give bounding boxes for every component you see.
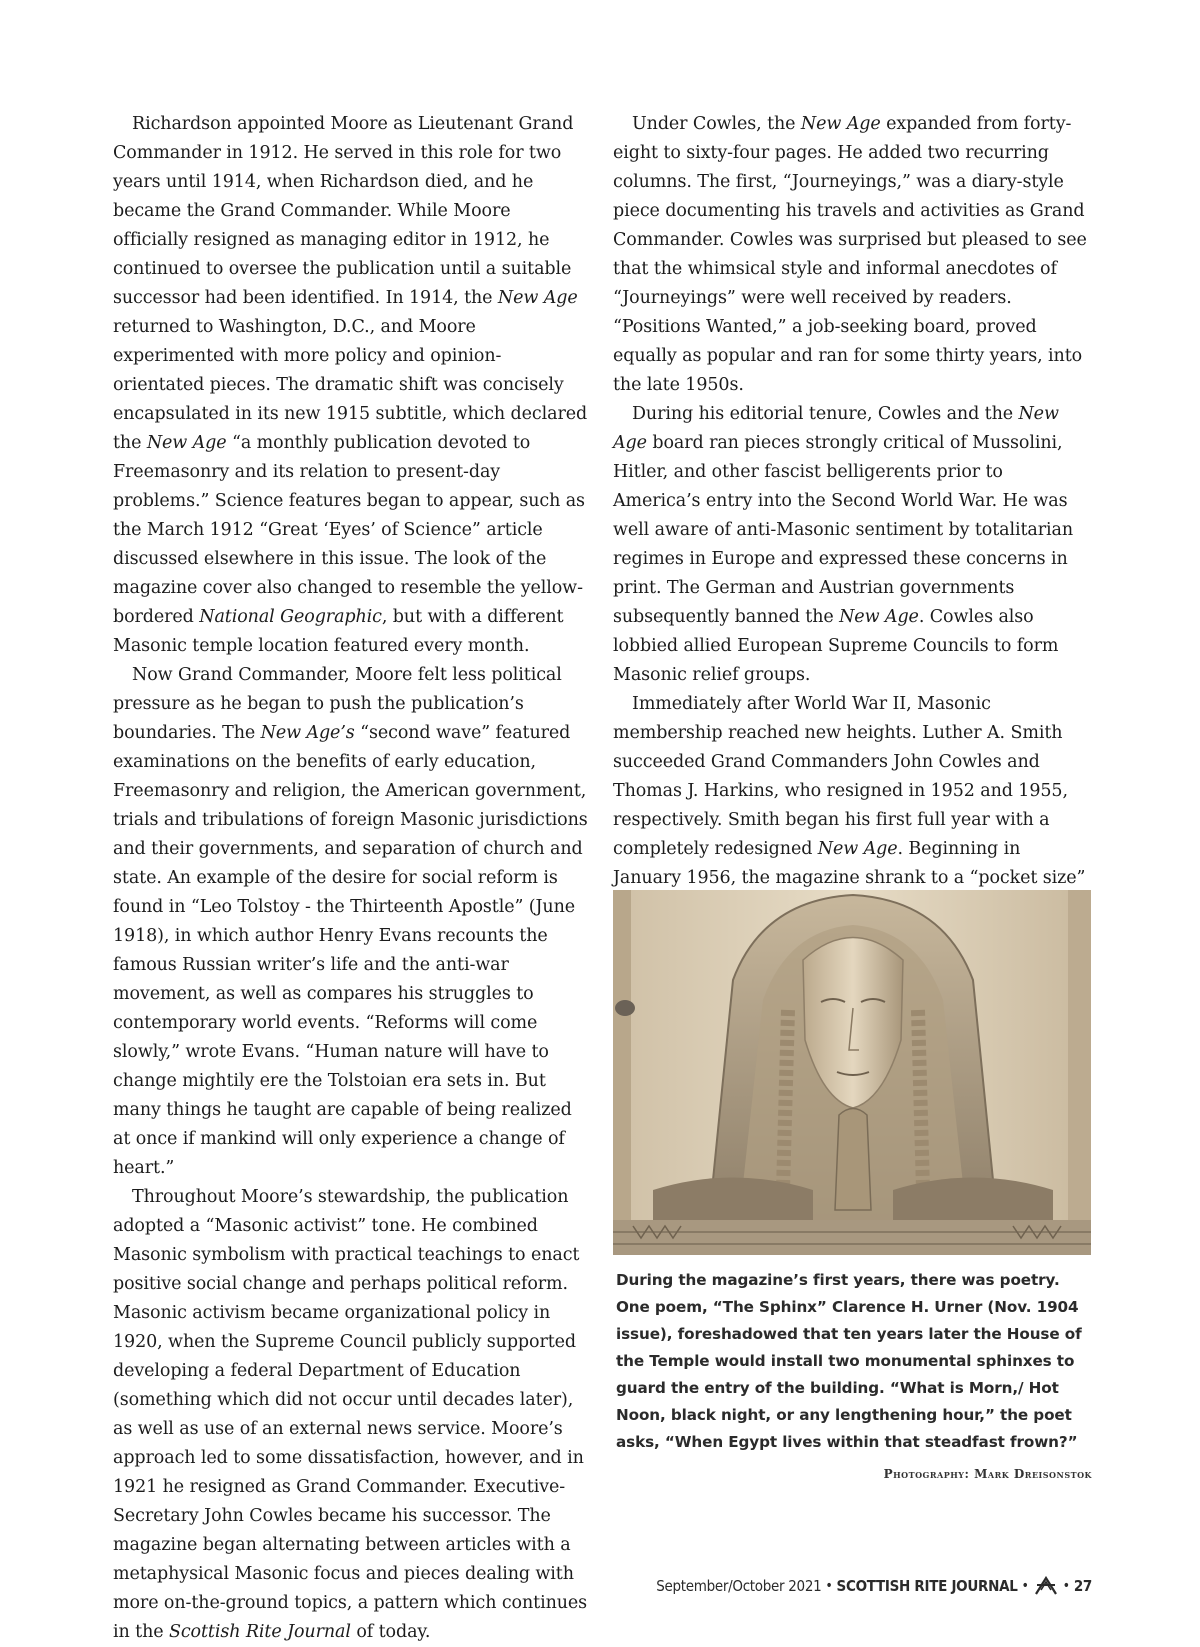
paragraph: Now Grand Commander, Moore felt less political pressure as he began to push the publication’s boundaries. The New Age’s “second wave” featured examinations on the benefits of early education, Freemasonry and religion, the American government, trials and tribulations of foreign Masonic jurisdictions and their governments, and separation of church and state. An example of the desire for social reform is found in “Leo Tolstoy - the Thirteenth Apostle” (June 1918), in which author Henry Evans recounts the famous Russian writer’s life and the anti-war movement, as well as compares his struggles to contemporary world events. “Reforms will come slowly,” wrote Evans. “Human nature will have to change mightily ere the Tolstoian era sets in. But many things he taught are capable of being realized at once if mankind will only experience a change of heart.”: [113, 665, 588, 1178]
paragraph: Immediately after World War II, Masonic membership reached new heights. Luther A. Smith succeeded Grand Commanders John Cowles and Thomas J. Harkins, who resigned in 1952 and 1955, respectively. Smith began his first full year with a completely redesigned New Age. Beginning in January 1956, the magazine shrank to a “pocket size”: [613, 694, 1086, 888]
footer-separator: •: [1062, 1578, 1070, 1594]
photo-caption: During the magazine’s first years, there was poetry. One poem, “The Sphinx” Clarence H. Urner (Nov. 1904 issue), foreshadowed that ten years later the House of the Temple would install two monumental sphinxes to guard the entry of the building. “What is Morn,/ Hot Noon, black night, or any lengthening hour,” the poet asks, “When Egypt lives within that steadfast frown?”: [616, 1271, 1082, 1451]
publication-name: SCOTTISH RITE JOURNAL: [836, 1577, 1018, 1595]
paragraph: Richardson appointed Moore as Lieutenant Grand Commander in 1912. He served in this role for two years until 1914, when Richardson died, and he became the Grand Commander. While Moore officially resigned as managing editor in 1912, he continued to oversee the publication until a suitable successor had been identified. In 1914, the New Age returned to Washington, D.C., and Moore experimented with more policy and opinion-orientated pieces. The dramatic shift was concisely encapsulated in its new 1915 subtitle, which declared the New Age “a monthly publication devoted to Freemasonry and its relation to present-day problems.” Science features began to appear, such as the March 1912 “Great ‘Eyes’ of Science” article discussed elsewhere in this issue. The look of the magazine cover also changed to resemble the yellow-bordered National Geographic, but with a different Masonic temple location featured every month.: [113, 114, 588, 656]
footer-separator: •: [825, 1578, 833, 1594]
right-column: [613, 110, 1091, 951]
paragraph: During his editorial tenure, Cowles and the New Age board ran pieces strongly critical of Mussolini, Hitler, and other fascist belligerents prior to America’s entry into the Second World War. He was well aware of anti-Masonic sentiment by totalitarian regimes in Europe and expressed these concerns in print. The German and Austrian governments subsequently banned the New Age. Cowles also lobbied allied European Supreme Councils to form Masonic relief groups.: [613, 404, 1074, 685]
footer-separator: •: [1021, 1578, 1029, 1594]
paragraph: Throughout Moore’s stewardship, the publication adopted a “Masonic activist” tone. He combined Masonic symbolism with practical teachings to enact positive social change and perhaps political reform. Masonic activism became organizational policy in 1920, when the Supreme Council publicly supported developing a federal Department of Education (something which did not occur until decades later), as well as use of an external news service. Moore’s approach led to some dissatisfaction, however, and in 1921 he resigned as Grand Commander. Executive-Secretary John Cowles became his successor. The magazine began alternating between articles with a metaphysical Masonic focus and pieces dealing with more on-the-ground topics, a pattern which continues in the Scottish Rite Journal of today.: [113, 1187, 588, 1642]
photo-credit: Photography: Mark Dreisonstok: [883, 1467, 1092, 1481]
page-footer: [656, 1576, 1092, 1596]
left-column: [113, 110, 588, 1647]
masonic-emblem-icon: [1033, 1576, 1059, 1596]
issue-date: September/October 2021: [656, 1577, 822, 1595]
paragraph: Under Cowles, the New Age expanded from forty-eight to sixty-four pages. He added two recurring columns. The first, “Journeyings,” was a diary-style piece documenting his travels and activities as Grand Commander. Cowles was surprised but pleased to see that the whimsical style and informal anecdotes of “Journeyings” were well received by readers. “Positions Wanted,” a job-seeking board, proved equally as popular and ran for some thirty years, into the late 1950s.: [613, 114, 1087, 395]
sphinx-photo: [613, 890, 1091, 1255]
page-number: 27: [1073, 1577, 1092, 1595]
